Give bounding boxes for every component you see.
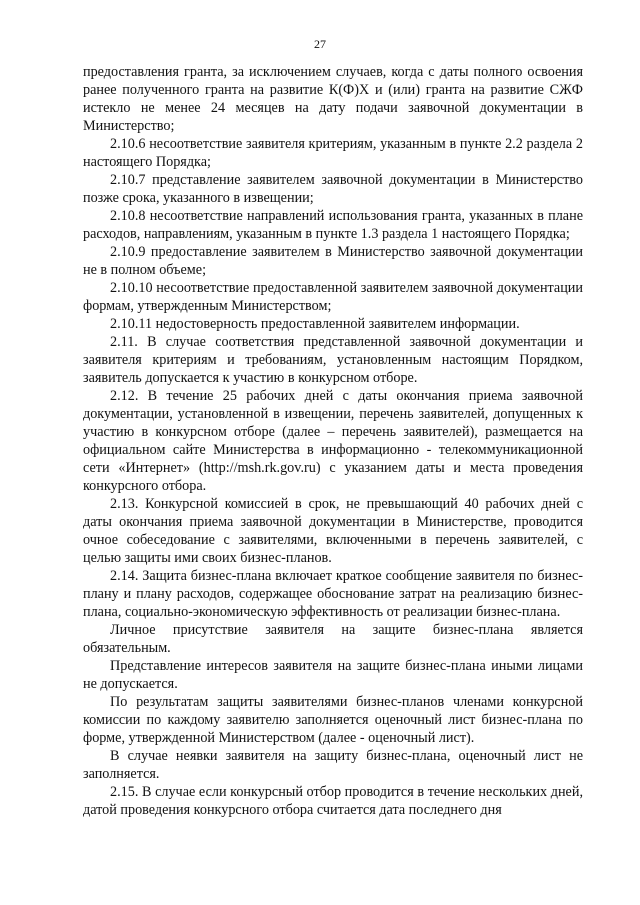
paragraph-2-10-11: 2.10.11 недостоверность предоставленной заявителем информации. (110, 316, 520, 332)
paragraph-2-12: 2.12. В течение 25 рабочих дней с даты окончания приема заявочной документации, установленной в извещении, перечень заявителей, допущенных к участию в конкурсном отборе (далее – перечень заявителей), размещается на официальном сайте Министерства в информационно - телекоммуникационной сети «Интернет» (http://msh.rk.gov.ru) с указанием даты и места проведения конкурсного отбора. (83, 388, 583, 494)
paragraph-2-10-6: 2.10.6 несоответствие заявителя критериям, указанным в пункте 2.2 раздела 2 настоящего Порядка; (83, 136, 583, 170)
paragraph-2-15: 2.15. В случае если конкурсный отбор проводится в течение нескольких дней, датой проведения конкурсного отбора считается дата последнего дня (83, 784, 583, 818)
paragraph-2-10-9: 2.10.9 предоставление заявителем в Министерство заявочной документации не в полном объеме; (83, 244, 583, 278)
paragraph-representation: Представление интересов заявителя на защите бизнес-плана иными лицами не допускается. (83, 658, 583, 692)
paragraph-2-10-7: 2.10.7 представление заявителем заявочной документации в Министерство позже срока, указанного в извещении; (83, 172, 583, 206)
paragraph-no-show: В случае неявки заявителя на защиту бизнес-плана, оценочный лист не заполняется. (83, 748, 583, 782)
paragraph-2-14: 2.14. Защита бизнес-плана включает краткое сообщение заявителя по бизнес-плану и плану расходов, содержащее обоснование затрат на реализацию бизнес-плана, социально-экономическую эффективность от реализации бизнес-плана. (83, 568, 583, 620)
paragraph-personal-presence: Личное присутствие заявителя на защите бизнес-плана является обязательным. (83, 622, 583, 656)
paragraph-2-13: 2.13. Конкурсной комиссией в срок, не превышающий 40 рабочих дней с даты окончания приема заявочной документации в Министерстве, проводится очное собеседование с заявителями, включенными в перечень заявителей, с целью защиты ими своих бизнес-планов. (83, 496, 583, 566)
paragraph-evaluation-sheet: По результатам защиты заявителями бизнес-планов членами конкурсной комиссии по каждому заявителю заполняется оценочный лист бизнес-плана по форме, утвержденной Министерством (далее - оценочный лист). (83, 694, 583, 746)
document-body (83, 63, 583, 819)
paragraph-2-11: 2.11. В случае соответствия представленной заявочной документации и заявителя критериям и требованиям, установленным настоящим Порядком, заявитель допускается к участию в конкурсном отборе. (83, 334, 583, 386)
paragraph-2-10-10: 2.10.10 несоответствие предоставленной заявителем заявочной документации формам, утвержденным Министерством; (83, 280, 583, 314)
page-number: 27 (314, 37, 326, 51)
paragraph-continuation: предоставления гранта, за исключением случаев, когда с даты полного освоения ранее полученного гранта на развитие К(Ф)Х и (или) гранта на развитие СЖФ истекло не менее 24 месяцев на дату подачи заявочной документации в Министерство; (83, 64, 583, 134)
paragraph-2-10-8: 2.10.8 несоответствие направлений использования гранта, указанных в плане расходов, направлениям, указанным в пункте 1.3 раздела 1 настоящего Порядка; (83, 208, 583, 242)
